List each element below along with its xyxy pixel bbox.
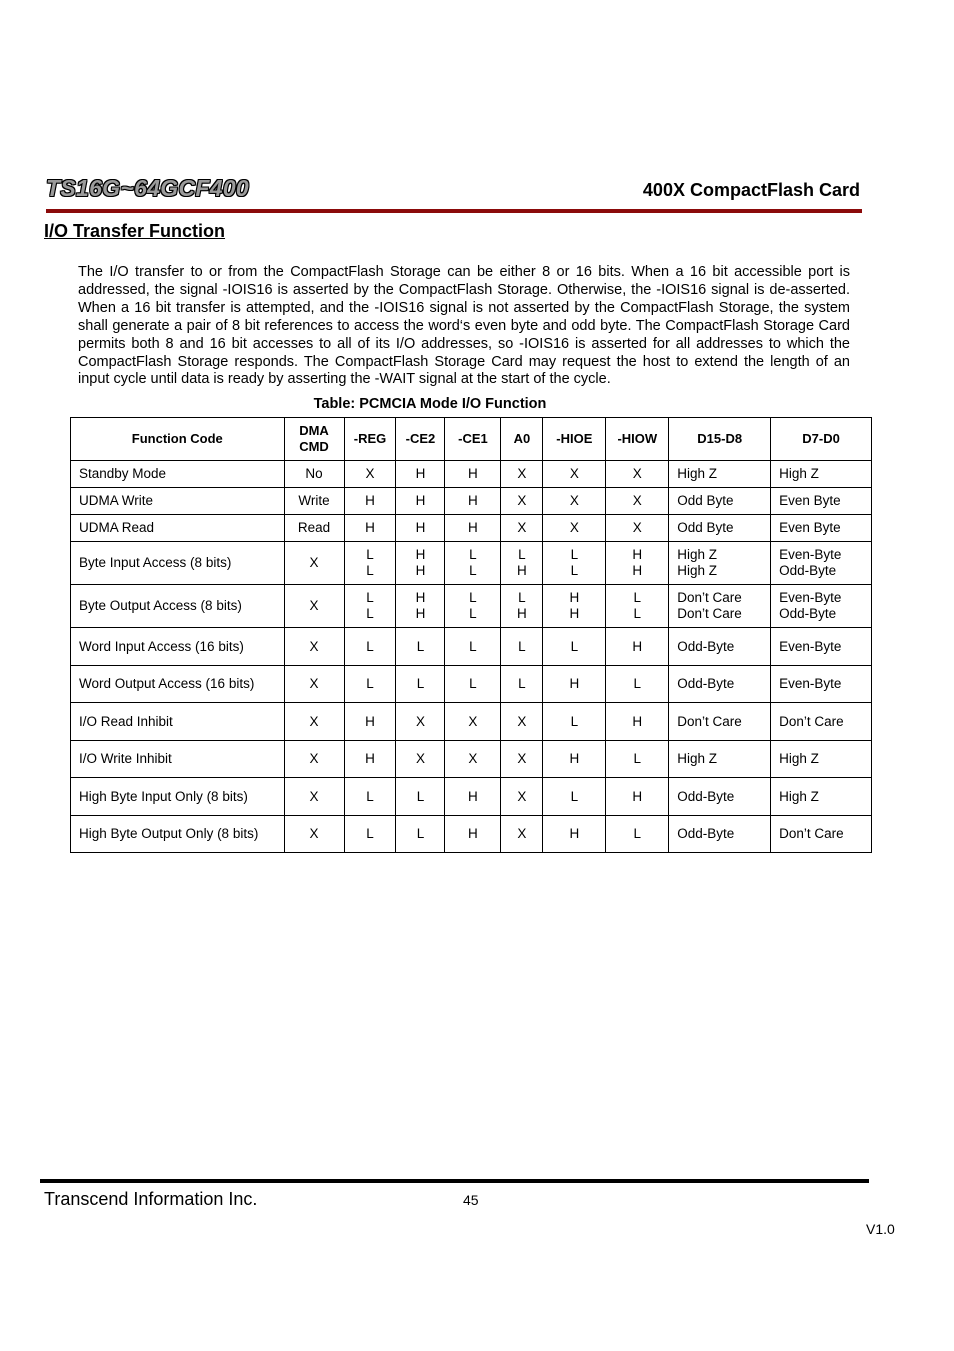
- table-cell: [669, 666, 771, 703]
- table-row: [71, 488, 872, 515]
- table-cell: [71, 778, 285, 816]
- table-cell: [396, 515, 445, 542]
- cell-text: L: [416, 676, 425, 691]
- cell-text: L: [366, 826, 374, 841]
- table-cell: [606, 741, 669, 778]
- table-cell: [396, 628, 445, 666]
- table-cell: [344, 488, 396, 515]
- table-cell: [669, 542, 771, 585]
- cell-text: X: [517, 466, 527, 481]
- table-cell: [396, 488, 445, 515]
- table-cell: [606, 461, 669, 488]
- cell-text: L: [518, 547, 526, 562]
- header-dma-cmd-label: DMA CMD: [299, 423, 329, 454]
- table-cell: [71, 703, 285, 741]
- table-header-row: [71, 418, 872, 461]
- cell-text: H: [415, 590, 426, 605]
- table-row: [71, 741, 872, 778]
- footer-divider: [40, 1179, 869, 1183]
- cell-text: High Byte Output Only (8 bits): [79, 826, 259, 841]
- cell-text: X: [309, 788, 319, 804]
- cell-text: L: [366, 638, 374, 654]
- cell-text: Word Output Access (16 bits): [79, 676, 255, 691]
- cell-text: L: [469, 676, 477, 691]
- table-cell: [396, 461, 445, 488]
- cell-text: Don’t Care: [779, 826, 844, 841]
- cell-text: H: [632, 547, 643, 562]
- cell-text: UDMA Read: [79, 520, 155, 535]
- table-cell: [445, 816, 501, 853]
- header-d7-d0: D7-D0: [771, 418, 872, 461]
- table-cell: [445, 461, 501, 488]
- cell-text: H: [415, 520, 426, 535]
- cell-text: Odd-Byte: [779, 563, 837, 578]
- cell-text: Don’t Care: [677, 606, 742, 621]
- cell-text: L: [416, 826, 425, 841]
- cell-text: L: [416, 788, 425, 804]
- cell-text: L: [366, 547, 374, 562]
- cell-text: High Z: [677, 563, 718, 578]
- table-row: [71, 778, 872, 816]
- cell-text: H: [632, 563, 643, 578]
- table-row: [71, 542, 872, 585]
- table-row: [71, 628, 872, 666]
- cell-text: X: [468, 713, 478, 729]
- cell-text: H: [569, 826, 580, 841]
- table-row: [71, 515, 872, 542]
- cell-text: Word Input Access (16 bits): [79, 638, 244, 654]
- table-cell: [771, 515, 872, 542]
- header-ce1: -CE1: [445, 418, 501, 461]
- table-cell: [543, 488, 606, 515]
- cell-text: L: [366, 590, 374, 605]
- cell-text: X: [632, 466, 642, 481]
- table-cell: [771, 461, 872, 488]
- table-cell: [543, 515, 606, 542]
- section-heading: I/O Transfer Function: [44, 221, 226, 241]
- table-cell: [71, 515, 285, 542]
- table-cell: [284, 778, 344, 816]
- pcmcia-io-table: [70, 417, 872, 853]
- table-cell: [543, 461, 606, 488]
- cell-text: L: [366, 676, 374, 691]
- cell-text: Odd-Byte: [677, 638, 735, 654]
- table-cell: [71, 542, 285, 585]
- cell-text: L: [570, 563, 579, 578]
- cell-text: High Byte Input Only (8 bits): [79, 788, 248, 804]
- cell-text: L: [469, 638, 477, 654]
- cell-text: X: [309, 638, 319, 654]
- cell-text: H: [365, 713, 375, 729]
- table-cell: [445, 488, 501, 515]
- cell-text: L: [469, 590, 477, 605]
- table-cell: [606, 703, 669, 741]
- cell-text: Byte Output Access (8 bits): [79, 598, 242, 613]
- table-cell: [396, 585, 445, 628]
- table-cell: [344, 461, 396, 488]
- table-cell: [669, 585, 771, 628]
- cell-text: I/O Write Inhibit: [79, 751, 172, 766]
- table-cell: [396, 816, 445, 853]
- cell-text: X: [517, 520, 527, 535]
- table-cell: [344, 585, 396, 628]
- cell-text: Odd-Byte: [779, 606, 837, 621]
- table-cell: [344, 542, 396, 585]
- table-cell: [71, 741, 285, 778]
- cell-text: H: [632, 788, 643, 804]
- cell-text: H: [468, 788, 478, 804]
- table-cell: [606, 666, 669, 703]
- cell-text: Even Byte: [779, 520, 841, 535]
- cell-text: L: [633, 751, 642, 766]
- cell-text: L: [570, 713, 579, 729]
- cell-text: H: [415, 466, 426, 481]
- header-a0: A0: [501, 418, 543, 461]
- cell-text: H: [468, 826, 478, 841]
- table-cell: [284, 488, 344, 515]
- cell-text: X: [309, 676, 319, 691]
- table-row: [71, 461, 872, 488]
- cell-text: L: [518, 590, 526, 605]
- table-cell: [501, 816, 543, 853]
- cell-text: X: [517, 751, 527, 766]
- table-cell: [543, 666, 606, 703]
- intro-paragraph: The I/O transfer to or from the CompactFlash Storage can be either 8 or 16 bits. When a 16 bit accessible port is addressed, the signal -IOIS16 is asserted by the CompactFlash Storage. Otherwise, the -IOIS16 signal is de-asserted. When a 16 bit transfer is attempted, and the -IOIS16 signal is not asserted by the CompactFlash Storage, the system shall generate a pair of 8 bit references to access the word‘s even byte and odd byte. The CompactFlash Storage Card permits both 8 and 16 bit accesses to all of its I/O addresses, so -IOIS16 is asserted for all addresses to which the CompactFlash Storage responds. The CompactFlash Storage Card may request the host to extend the length of an input cycle until data is ready by asserting the -WAIT signal at the start of the cycle.: [78, 264, 850, 388]
- header-hioe: -HIOE: [543, 418, 606, 461]
- table-cell: [771, 666, 872, 703]
- table-cell: [771, 628, 872, 666]
- cell-text: L: [633, 826, 642, 841]
- table-cell: [71, 585, 285, 628]
- table-cell: [284, 628, 344, 666]
- table-cell: [606, 816, 669, 853]
- cell-text: I/O Read Inhibit: [79, 713, 173, 729]
- table-cell: [501, 778, 543, 816]
- table-cell: [501, 585, 543, 628]
- cell-text: H: [632, 638, 643, 654]
- table-cell: [344, 778, 396, 816]
- cell-text: X: [569, 520, 579, 535]
- table-cell: [501, 488, 543, 515]
- table-cell: [501, 666, 543, 703]
- cell-text: L: [518, 676, 526, 691]
- cell-text: Odd-Byte: [677, 676, 735, 691]
- table-cell: [669, 703, 771, 741]
- cell-text: Don’t Care: [779, 713, 844, 729]
- table-cell: [284, 666, 344, 703]
- table-cell: [344, 628, 396, 666]
- cell-text: L: [366, 788, 374, 804]
- table-row: [71, 703, 872, 741]
- table-cell: [445, 741, 501, 778]
- table-cell: [606, 542, 669, 585]
- footer-company: Transcend Information Inc.: [44, 1189, 258, 1209]
- cell-text: H: [415, 606, 426, 621]
- table-cell: [669, 628, 771, 666]
- table-cell: [669, 515, 771, 542]
- cell-text: H: [468, 466, 478, 481]
- header-reg: -REG: [344, 418, 396, 461]
- cell-text: H: [365, 751, 375, 766]
- cell-text: X: [415, 713, 425, 729]
- cell-text: X: [309, 713, 319, 729]
- table-cell: [606, 488, 669, 515]
- cell-text: H: [468, 493, 478, 508]
- page-number: 45: [463, 1192, 479, 1208]
- cell-text: Odd Byte: [677, 493, 734, 508]
- cell-text: L: [633, 676, 642, 691]
- cell-text: X: [569, 466, 579, 481]
- cell-text: Standby Mode: [79, 466, 167, 481]
- table-cell: [344, 515, 396, 542]
- table-cell: [445, 515, 501, 542]
- table-cell: [284, 703, 344, 741]
- header-function-code: Function Code: [71, 418, 285, 461]
- cell-text: Even-Byte: [779, 590, 842, 605]
- cell-text: L: [633, 606, 642, 621]
- table-cell: [771, 585, 872, 628]
- cell-text: X: [309, 826, 319, 841]
- header-ce2: -CE2: [396, 418, 445, 461]
- cell-text: H: [365, 520, 375, 535]
- cell-text: X: [632, 520, 642, 535]
- cell-text: No: [305, 466, 323, 481]
- cell-text: H: [415, 547, 426, 562]
- cell-text: Don’t Care: [677, 590, 742, 605]
- cell-text: X: [415, 751, 425, 766]
- cell-text: X: [309, 598, 319, 613]
- model-title: TS16G~64GCF400: [46, 175, 250, 201]
- table-cell: [543, 741, 606, 778]
- cell-text: Odd-Byte: [677, 788, 735, 804]
- cell-text: H: [415, 493, 426, 508]
- cell-text: L: [570, 788, 579, 804]
- cell-text: L: [416, 638, 425, 654]
- table-cell: [284, 461, 344, 488]
- cell-text: X: [517, 493, 527, 508]
- table-cell: [543, 585, 606, 628]
- table-cell: [501, 628, 543, 666]
- cell-text: L: [570, 638, 579, 654]
- cell-text: H: [569, 590, 580, 605]
- table-cell: [344, 666, 396, 703]
- cell-text: Odd Byte: [677, 520, 734, 535]
- table-cell: [606, 778, 669, 816]
- cell-text: X: [309, 555, 319, 570]
- header-d15-d8: D15-D8: [669, 418, 771, 461]
- table-cell: [396, 703, 445, 741]
- table-cell: [445, 628, 501, 666]
- cell-text: L: [469, 547, 477, 562]
- table-cell: [284, 515, 344, 542]
- header-dma-cmd: [284, 418, 344, 461]
- table-cell: [501, 741, 543, 778]
- cell-text: H: [365, 493, 375, 508]
- cell-text: L: [633, 590, 642, 605]
- table-cell: [771, 778, 872, 816]
- table-cell: [606, 515, 669, 542]
- table-cell: [71, 666, 285, 703]
- cell-text: L: [366, 606, 374, 621]
- cell-text: H: [468, 520, 478, 535]
- table-cell: [284, 585, 344, 628]
- cell-text: H: [569, 751, 580, 766]
- table-row: [71, 666, 872, 703]
- cell-text: High Z: [677, 466, 718, 481]
- cell-text: X: [569, 493, 579, 508]
- cell-text: H: [415, 563, 426, 578]
- cell-text: L: [469, 563, 477, 578]
- table-cell: [771, 816, 872, 853]
- cell-text: X: [309, 751, 319, 766]
- cell-text: High Z: [677, 547, 718, 562]
- table-cell: [396, 741, 445, 778]
- cell-text: H: [569, 606, 580, 621]
- cell-text: X: [517, 713, 527, 729]
- cell-text: UDMA Write: [79, 493, 154, 508]
- table-row: [71, 816, 872, 853]
- table-cell: [445, 585, 501, 628]
- cell-text: H: [517, 606, 527, 621]
- cell-text: H: [632, 713, 643, 729]
- table-cell: [396, 542, 445, 585]
- table-cell: [771, 488, 872, 515]
- table-cell: [501, 542, 543, 585]
- cell-text: L: [469, 606, 477, 621]
- table-cell: [669, 461, 771, 488]
- cell-text: H: [569, 676, 580, 691]
- table-cell: [771, 741, 872, 778]
- table-cell: [284, 542, 344, 585]
- cell-text: L: [366, 563, 374, 578]
- cell-text: X: [517, 788, 527, 804]
- table-row: [71, 585, 872, 628]
- table-cell: [606, 628, 669, 666]
- table-cell: [344, 741, 396, 778]
- cell-text: Odd-Byte: [677, 826, 735, 841]
- table-cell: [771, 542, 872, 585]
- cell-text: High Z: [677, 751, 718, 766]
- table-cell: [501, 461, 543, 488]
- table-cell: [543, 542, 606, 585]
- table-cell: [71, 816, 285, 853]
- table-cell: [543, 628, 606, 666]
- table-cell: [396, 778, 445, 816]
- cell-text: High Z: [779, 788, 819, 804]
- table-cell: [284, 741, 344, 778]
- table-body: [71, 461, 872, 853]
- cell-text: X: [468, 751, 478, 766]
- header-divider: [46, 209, 862, 213]
- table-cell: [501, 703, 543, 741]
- table-cell: [445, 703, 501, 741]
- header-hiow: -HIOW: [606, 418, 669, 461]
- table-cell: [396, 666, 445, 703]
- table-cell: [669, 741, 771, 778]
- table-cell: [669, 488, 771, 515]
- table-cell: [71, 488, 285, 515]
- cell-text: L: [570, 547, 579, 562]
- cell-text: High Z: [779, 466, 819, 481]
- table-cell: [445, 778, 501, 816]
- table-cell: [771, 703, 872, 741]
- cell-text: Don’t Care: [677, 713, 742, 729]
- product-title: 400X CompactFlash Card: [642, 180, 860, 200]
- cell-text: Even-Byte: [779, 676, 842, 691]
- cell-text: Even Byte: [779, 493, 841, 508]
- cell-text: X: [365, 466, 375, 481]
- cell-text: L: [518, 638, 526, 654]
- table-cell: [669, 778, 771, 816]
- table-cell: [71, 628, 285, 666]
- cell-text: H: [517, 563, 527, 578]
- table-cell: [71, 461, 285, 488]
- table-cell: [284, 816, 344, 853]
- table-cell: [669, 816, 771, 853]
- cell-text: High Z: [779, 751, 819, 766]
- cell-text: X: [632, 493, 642, 508]
- table-cell: [543, 703, 606, 741]
- cell-text: X: [517, 826, 527, 841]
- table-cell: [344, 703, 396, 741]
- cell-text: Even-Byte: [779, 638, 842, 654]
- table-cell: [543, 778, 606, 816]
- table-cell: [606, 585, 669, 628]
- table-cell: [543, 816, 606, 853]
- cell-text: Even-Byte: [779, 547, 842, 562]
- cell-text: Read: [297, 520, 331, 535]
- table-cell: [445, 542, 501, 585]
- table-cell: [501, 515, 543, 542]
- version-label: V1.0: [866, 1221, 895, 1237]
- cell-text: Write: [298, 493, 330, 508]
- table-caption: Table: PCMCIA Mode I/O Function: [313, 396, 547, 412]
- cell-text: Byte Input Access (8 bits): [79, 555, 232, 570]
- table-cell: [445, 666, 501, 703]
- table-cell: [344, 816, 396, 853]
